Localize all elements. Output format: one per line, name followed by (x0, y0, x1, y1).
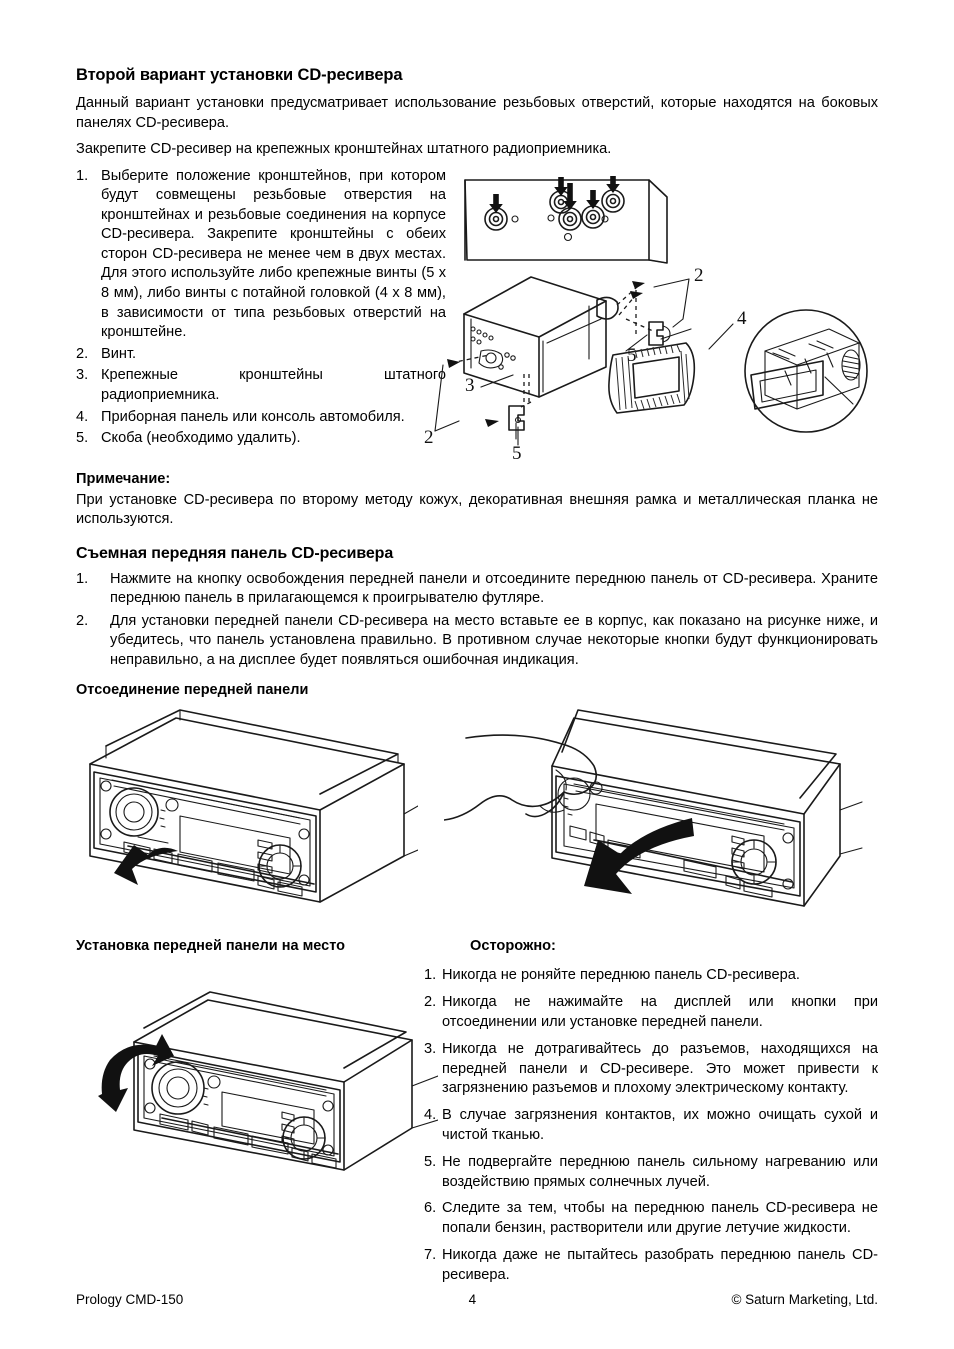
list-item-number: 5. (424, 1153, 437, 1170)
mounting-clip-lower (509, 406, 524, 439)
decorative-frame (609, 343, 694, 413)
list-item-text: Для установки передней панели CD-ресивера на место вставьте ее в корпус, как показано на рисунке ниже, и убедитесь, что панель установлена правильно. В противном случае некоторые кнопки будут функционировать неправильно, а на дисплее будет появляться ошибочная индикация. (110, 612, 878, 668)
list-item-text: Никогда не дотрагивайтесь до разъемов, находящихся на передней панели и CD-ресивере. Это может привести к загрязнению разъемов и плохому электрическому контакту. (442, 1040, 878, 1097)
hand-detaching-panel-illustration (444, 706, 904, 931)
figure-label-2b: 2 (424, 426, 434, 448)
list-item-text: Скоба (необходимо удалить). (101, 430, 301, 447)
list-item-number: 2. (424, 994, 437, 1011)
list-item (76, 612, 878, 671)
list-item (424, 1199, 878, 1239)
list-item-text: Винт. (101, 345, 137, 362)
install-intro-paragraph-1: Данный вариант установки предусматривает использование резьбовых отверстий, которые находятся на боковых панелях CD-ресивера. (76, 95, 878, 131)
caution-list (424, 966, 878, 1285)
detach-caption: Отсоединение передней панели (76, 682, 309, 699)
figure-label-3: 3 (465, 374, 475, 396)
list-item-text: Никогда даже не пытайтесь разобрать переднюю панель CD-ресивера. (442, 1247, 878, 1283)
list-item-text: Крепежные кронштейны штатного радиоприемника. (101, 367, 446, 404)
install-steps-with-figure (76, 167, 878, 467)
figure-label-5a: 5 (627, 344, 637, 366)
install-intro-paragraph-2: Закрепите CD-ресивер на крепежных кронштейнах штатного радиоприемника. (76, 141, 612, 157)
install-steps-list (76, 167, 446, 449)
page-title: Второй вариант установки CD-ресивера (76, 66, 403, 84)
page-footer (76, 1292, 878, 1307)
list-item (76, 408, 446, 428)
list-item-number: 6. (424, 1200, 437, 1217)
installation-diagram (421, 159, 891, 469)
list-item-number: 7. (424, 1247, 437, 1264)
list-item-text: Приборная панель или консоль автомобиля. (101, 408, 405, 425)
list-item-number: 4. (76, 408, 89, 425)
list-item (76, 345, 446, 365)
receiver-panel-open-illustration (68, 706, 418, 931)
list-item-number: 4. (424, 1107, 437, 1124)
list-item-number: 1. (424, 967, 437, 984)
footer-model: Prology CMD-150 (76, 1292, 184, 1307)
list-item (424, 1246, 878, 1286)
list-item-number: 3. (76, 367, 89, 384)
list-item-number: 1. (76, 167, 89, 184)
list-item-number: 3. (424, 1040, 437, 1057)
receiver-chassis (464, 277, 618, 397)
list-item (424, 993, 878, 1033)
list-item-number: 5. (76, 430, 89, 447)
front-panel-heading: Съемная передняя панель CD-ресивера (76, 544, 394, 562)
list-item-text: Никогда не роняйте переднюю панель CD-ресивера. (442, 967, 800, 984)
list-item-number: 1. (76, 570, 89, 587)
list-item-number: 2. (76, 612, 89, 629)
figure-label-2a: 2 (694, 264, 704, 286)
list-item-text: Нажмите на кнопку освобождения передней панели и отсоедините переднюю панель от CD-ресивера. Храните переднюю панель в прилагающемся к проигрывателю футляре. (110, 570, 878, 607)
list-item (424, 966, 878, 986)
front-panel-steps-list (76, 570, 878, 671)
footer-page-number: 4 (468, 1292, 477, 1307)
list-item-text: В случае загрязнения контактов, их можно очищать сухой и чистой тканью. (442, 1107, 878, 1144)
list-item (76, 366, 446, 405)
page-content (76, 66, 878, 1283)
list-item-number: 2. (76, 345, 89, 362)
note-heading: Примечание: (76, 470, 171, 487)
list-item-text: Никогда не нажимайте на дисплей или кнопки при отсоединении или установке передней панели. (442, 994, 878, 1031)
list-item-text: Выберите положение кронштейнов, при котором будут совмещены резьбовые отверстия на кронштейнах и резьбовые соединения на корпусе CD-ресивера. Закрепите кронштейны с обеих сторон CD-ресивера не менее чем в двух местах. Для этого используйте либо крепежные винты (5 x 8 мм), либо винты с потайной головкой (4 x 8 мм), в зависимости от типа резьбовых отверстий на кронштейне. (101, 167, 446, 341)
caution-column (424, 938, 878, 1292)
list-item (424, 1106, 878, 1146)
list-item (76, 167, 446, 343)
figure-label-5b: 5 (512, 442, 522, 464)
list-item-text: Не подвергайте переднюю панель сильному нагреванию или воздействию прямых солнечных лучей. (442, 1153, 878, 1190)
list-item (424, 1153, 878, 1193)
mounting-clip-upper (649, 322, 670, 345)
list-item (424, 1040, 878, 1099)
footer-copyright: © Saturn Marketing, Ltd. (731, 1292, 878, 1307)
detach-illustrations (76, 706, 878, 934)
figure-label-4: 4 (737, 307, 747, 329)
attach-caption: Установка передней панели на место (76, 938, 346, 955)
list-item (76, 426, 446, 449)
list-item (76, 570, 878, 609)
detail-inset-circle (745, 310, 867, 432)
note-text: При установке CD-ресивера по второму методу кожух, декоративная внешняя рамка и металлическая планка не используются. (76, 491, 878, 527)
list-item-text: Следите за тем, чтобы на переднюю панель CD-ресивера не попали бензин, растворители или другие летучие жидкости. (442, 1200, 878, 1237)
caution-heading: Осторожно: (470, 938, 556, 955)
panel-reattach-illustration (98, 990, 438, 1200)
side-panel-illustration (465, 176, 667, 263)
